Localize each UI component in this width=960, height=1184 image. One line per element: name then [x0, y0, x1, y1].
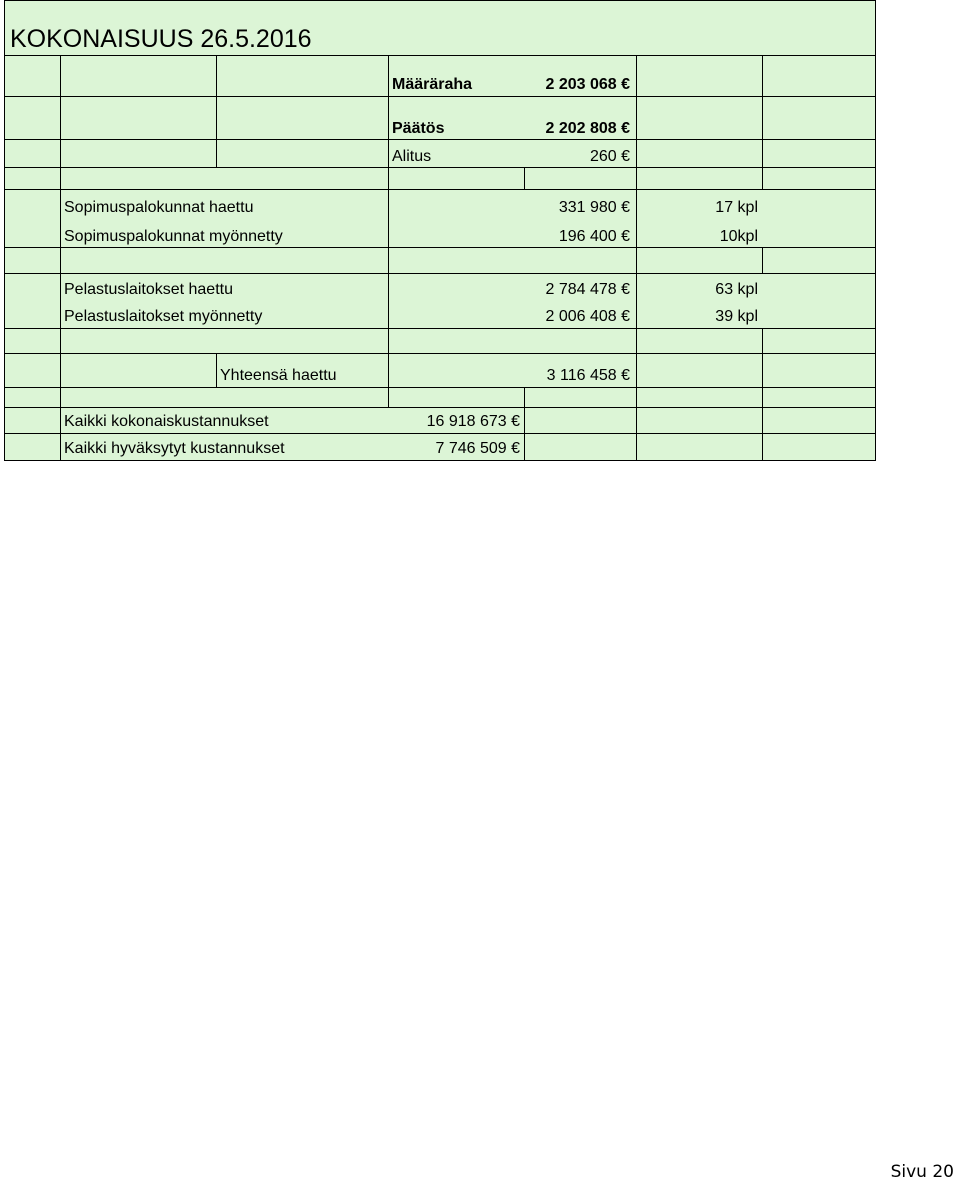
- grid-cell: [60, 328, 390, 355]
- pelastus-myonnetty-value: 2 006 408 €: [545, 308, 630, 325]
- grid-cell: [762, 387, 876, 409]
- grid-cell: [4, 407, 62, 435]
- grid-cell: [60, 387, 390, 409]
- grid-cell: [636, 407, 764, 435]
- grid-cell: [762, 167, 876, 191]
- sopimus-haettu-count: 17 kpl: [715, 199, 758, 216]
- alitus-value: 260 €: [589, 148, 630, 165]
- grid-cell: [388, 247, 638, 275]
- yhteensa-value: 3 116 458 €: [546, 367, 630, 384]
- maararaha-label: Määräraha: [392, 76, 473, 93]
- pelastus-haettu-count: 63 kpl: [715, 281, 758, 298]
- sopimus-myonnetty-label: Sopimuspalokunnat myönnetty: [64, 228, 283, 245]
- page-title: KOKONAISUUS 26.5.2016: [10, 25, 312, 53]
- grid-cell: [216, 96, 390, 141]
- grid-cell: [636, 433, 764, 461]
- grid-cell: [762, 433, 876, 461]
- grid-cell: [762, 353, 876, 389]
- pelastus-haettu-label: Pelastuslaitokset haettu: [64, 281, 233, 298]
- grid-cell: [388, 328, 638, 355]
- grid-cell: [636, 247, 764, 275]
- grid-cell: [636, 387, 764, 409]
- grid-cell: [4, 139, 62, 169]
- grid-cell: [636, 328, 764, 355]
- page-number: Sivu 20: [890, 1162, 954, 1182]
- grid-cell: [762, 247, 876, 275]
- sopimus-haettu-label: Sopimuspalokunnat haettu: [64, 199, 254, 216]
- grid-cell: [388, 167, 526, 191]
- sopimus-myonnetty-value: 196 400 €: [558, 228, 630, 245]
- sopimus-haettu-value: 331 980 €: [558, 199, 630, 216]
- alitus-label: Alitus: [392, 148, 432, 165]
- grid-cell: [4, 167, 62, 191]
- kokonaiskustannukset-value: 16 918 673 €: [426, 413, 520, 430]
- grid-cell: [4, 353, 62, 389]
- grid-cell: [388, 387, 526, 409]
- grid-cell: [216, 55, 390, 98]
- grid-cell: [60, 139, 218, 169]
- grid-cell: [60, 55, 218, 98]
- hyvaksytyt-kustannukset-value: 7 746 509 €: [435, 440, 520, 457]
- pelastus-myonnetty-count: 39 kpl: [715, 308, 758, 325]
- grid-cell: [636, 139, 764, 169]
- grid-cell: [636, 96, 764, 141]
- grid-cell: [636, 55, 764, 98]
- grid-cell: [762, 407, 876, 435]
- grid-cell: [636, 167, 764, 191]
- grid-cell: [216, 139, 390, 169]
- kokonaiskustannukset-label: Kaikki kokonaiskustannukset: [64, 413, 269, 430]
- paatos-label: Päätös: [392, 120, 445, 137]
- grid-cell: [4, 55, 62, 98]
- pelastus-myonnetty-label: Pelastuslaitokset myönnetty: [64, 308, 263, 325]
- sopimus-myonnetty-count: 10kpl: [719, 228, 758, 245]
- grid-cell: [4, 433, 62, 461]
- yhteensa-label: Yhteensä haettu: [220, 367, 337, 384]
- grid-cell: [524, 407, 638, 435]
- grid-cell: [4, 273, 62, 330]
- grid-cell: [60, 167, 390, 191]
- grid-cell: [60, 247, 390, 275]
- grid-cell: [4, 247, 62, 275]
- grid-cell: [762, 139, 876, 169]
- grid-cell: [762, 96, 876, 141]
- spreadsheet: [0, 0, 960, 470]
- grid-cell: [762, 328, 876, 355]
- hyvaksytyt-kustannukset-label: Kaikki hyväksytyt kustannukset: [64, 440, 285, 457]
- paatos-value: 2 202 808 €: [545, 120, 630, 137]
- grid-cell: [762, 55, 876, 98]
- grid-cell: [524, 167, 638, 191]
- pelastus-haettu-value: 2 784 478 €: [545, 281, 630, 298]
- maararaha-value: 2 203 068 €: [545, 76, 630, 93]
- grid-cell: [524, 387, 638, 409]
- grid-cell: [60, 96, 218, 141]
- grid-cell: [636, 353, 764, 389]
- grid-cell: [4, 96, 62, 141]
- grid-cell: [4, 387, 62, 409]
- grid-cell: [4, 189, 62, 249]
- grid-cell: [524, 433, 638, 461]
- grid-cell: [4, 328, 62, 355]
- grid-cell: [60, 353, 218, 389]
